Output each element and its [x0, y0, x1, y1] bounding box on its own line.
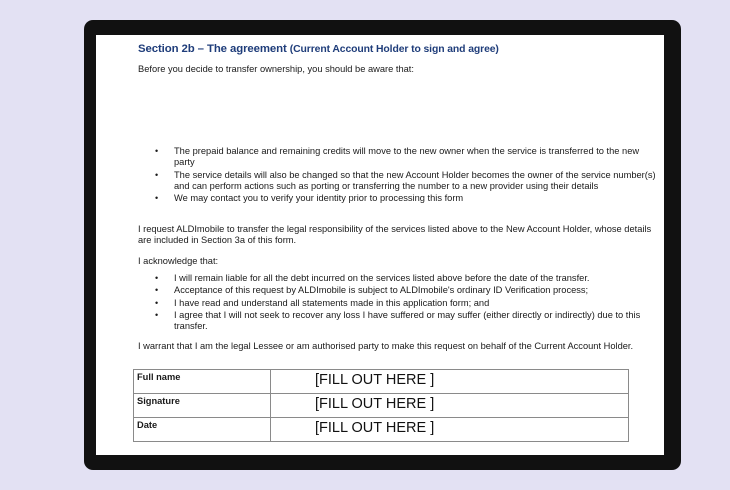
signature-label: Signature: [134, 394, 271, 418]
signature-table: [133, 369, 629, 442]
table-row: [134, 418, 629, 442]
intro-text: Before you decide to transfer ownership, you should be aware that:: [138, 64, 414, 74]
full-name-label: Full name: [134, 370, 271, 394]
acknowledge-heading: I acknowledge that:: [138, 256, 219, 266]
request-text: I request ALDImobile to transfer the legal responsibility of the services listed above to the New Account Holder, whose details are included in Section 3a of this form.: [138, 224, 652, 246]
section-title-sub: (Current Account Holder to sign and agree): [289, 44, 499, 55]
list-item: • I have read and understand all statements made in this application form; and: [138, 298, 658, 309]
aware-list: [138, 146, 658, 205]
list-item: • The prepaid balance and remaining credits will move to the new owner when the service is transferred to the new party: [138, 146, 658, 169]
document-page: [96, 35, 664, 455]
full-name-field[interactable]: [FILL OUT HERE ]: [271, 370, 629, 394]
date-label: Date: [134, 418, 271, 442]
list-item: • I agree that I will not seek to recover any loss I have suffered or may suffer (either directly or indirectly) due to this transfer.: [138, 310, 658, 333]
warrant-text: I warrant that I am the legal Lessee or am authorised party to make this request on behalf of the Current Account Holder.: [138, 341, 634, 351]
date-field[interactable]: [FILL OUT HERE ]: [271, 418, 629, 442]
section-title-main: Section 2b – The agreement: [138, 43, 287, 55]
list-item: • The service details will also be changed so that the new Account Holder becomes the owner of the service number(s) and can perform actions such as porting or transferring the number to a new provider using their details: [138, 170, 658, 193]
table-row: [134, 370, 629, 394]
list-item: • Acceptance of this request by ALDImobile is subject to ALDImobile's ordinary ID Verification process;: [138, 285, 658, 296]
acknowledge-list: [138, 273, 658, 333]
signature-field[interactable]: [FILL OUT HERE ]: [271, 394, 629, 418]
list-item: • We may contact you to verify your identity prior to processing this form: [138, 193, 658, 204]
table-row: [134, 394, 629, 418]
list-item: • I will remain liable for all the debt incurred on the services listed above before the date of the transfer.: [138, 273, 658, 284]
section-title: [138, 44, 499, 55]
